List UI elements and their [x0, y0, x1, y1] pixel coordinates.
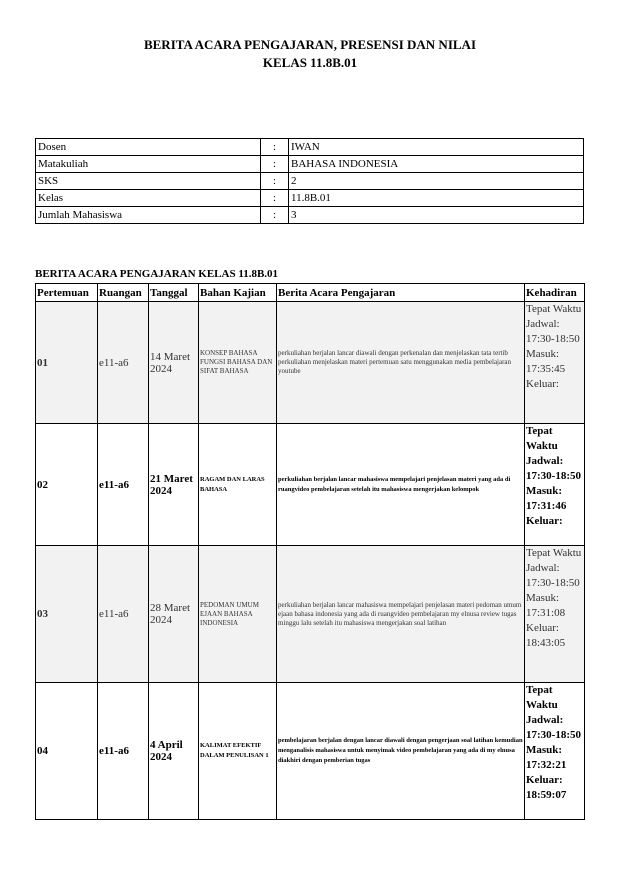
cell-berita-acara: perkuliahan berjalan lancar mahasiswa mempelajari penjelasan materi yang ada di ruangvideo pembelajaran setelah itu mahasiswa mengerjakan kelompok — [277, 424, 525, 546]
kehadiran-text: Tepat Waktu Jadwal: 17:30-18:50 Masuk: 17:32:21 Keluar: 18:59:07 — [526, 684, 581, 801]
info-row-sks — [36, 173, 584, 190]
info-value: 2 — [289, 173, 584, 190]
cell-pertemuan: 02 — [36, 424, 98, 546]
info-row-dosen — [36, 139, 584, 156]
info-label: Dosen — [36, 139, 261, 156]
cell-pertemuan: 01 — [36, 302, 98, 424]
cell-ruangan: e11-a6 — [98, 546, 149, 683]
info-separator: : — [261, 139, 289, 156]
cell-bahan-kajian: KONSEP BAHASA FUNGSI BAHASA DAN SIFAT BAHASA — [199, 302, 277, 424]
cell-ruangan: e11-a6 — [98, 683, 149, 820]
info-separator: : — [261, 190, 289, 207]
info-value: BAHASA INDONESIA — [289, 156, 584, 173]
attendance-table — [35, 283, 585, 820]
document-title: BERITA ACARA PENGAJARAN, PRESENSI DAN NILAI — [143, 37, 477, 52]
table-row — [36, 424, 585, 546]
cell-tanggal: 4 April 2024 — [149, 683, 199, 820]
table-row — [36, 683, 585, 820]
header-bahan-kajian: Bahan Kajian — [199, 284, 277, 302]
info-value: 11.8B.01 — [289, 190, 584, 207]
info-value: IWAN — [289, 139, 584, 156]
kehadiran-text: Tepat Waktu Jadwal: 17:30-18:50 Masuk: 17:31:46 Keluar: — [526, 425, 581, 527]
kehadiran-text: Tepat Waktu Jadwal: 17:30-18:50 Masuk: 17:35:45 Keluar: — [526, 303, 582, 390]
cell-kehadiran — [525, 424, 585, 546]
info-label: Matakuliah — [36, 156, 261, 173]
info-row-matakuliah — [36, 156, 584, 173]
kehadiran-text: Tepat Waktu Jadwal: 17:30-18:50 Masuk: 17:31:08 Keluar: 18:43:05 — [526, 547, 582, 649]
info-row-kelas — [36, 190, 584, 207]
table-header-row — [36, 284, 585, 302]
header-kehadiran: Kehadiran — [525, 284, 585, 302]
cell-tanggal: 14 Maret 2024 — [149, 302, 199, 424]
info-separator: : — [261, 173, 289, 190]
table-row — [36, 546, 585, 683]
info-value: 3 — [289, 207, 584, 224]
info-label: Jumlah Mahasiswa — [36, 207, 261, 224]
info-label: Kelas — [36, 190, 261, 207]
info-row-jumlah-mahasiswa — [36, 207, 584, 224]
header-berita-acara: Berita Acara Pengajaran — [277, 284, 525, 302]
header-ruangan: Ruangan — [98, 284, 149, 302]
cell-kehadiran — [525, 546, 585, 683]
cell-pertemuan: 03 — [36, 546, 98, 683]
header-tanggal: Tanggal — [149, 284, 199, 302]
cell-ruangan: e11-a6 — [98, 424, 149, 546]
info-label: SKS — [36, 173, 261, 190]
cell-pertemuan: 04 — [36, 683, 98, 820]
cell-tanggal: 28 Maret 2024 — [149, 546, 199, 683]
table-row — [36, 302, 585, 424]
course-info-table — [35, 138, 584, 224]
cell-ruangan: e11-a6 — [98, 302, 149, 424]
cell-kehadiran — [525, 302, 585, 424]
info-separator: : — [261, 156, 289, 173]
cell-bahan-kajian: PEDOMAN UMUM EJAAN BAHASA INDONESIA — [199, 546, 277, 683]
header-pertemuan: Pertemuan — [36, 284, 98, 302]
document-subtitle: KELAS 11.8B.01 — [262, 55, 358, 70]
cell-berita-acara: pembelajaran berjalan dengan lancar diawali dengan pengerjaan soal latihan kemudian menganalisis mahasiswa untuk menyimak video pembelajaran yang ada di my elnusa diakhiri dengan pemberian tugas — [277, 683, 525, 820]
cell-tanggal: 21 Maret 2024 — [149, 424, 199, 546]
cell-bahan-kajian: RAGAM DAN LARAS BAHASA — [199, 424, 277, 546]
cell-bahan-kajian: KALIMAT EFEKTIF DALAM PENULISAN 1 — [199, 683, 277, 820]
cell-berita-acara: perkuliahan berjalan lancar diawali dengan perkenalan dan menjelaskan tata tertib perkuliahan menjelaskan materi pertemuan satu menggunakan media pembelajaran youtube — [277, 302, 525, 424]
info-separator: : — [261, 207, 289, 224]
section-title: BERITA ACARA PENGAJARAN KELAS 11.8B.01 — [35, 268, 279, 280]
cell-berita-acara: perkuliahan berjalan lancar mahasiswa mempelajari penjelasan materi pedoman umum ejaan bahasa indonesia yang ada di ruangvideo pembelajaran my elnusa review tugas minggu lalu setelah itu mahasiswa mengerjakan soal latihan — [277, 546, 525, 683]
cell-kehadiran — [525, 683, 585, 820]
